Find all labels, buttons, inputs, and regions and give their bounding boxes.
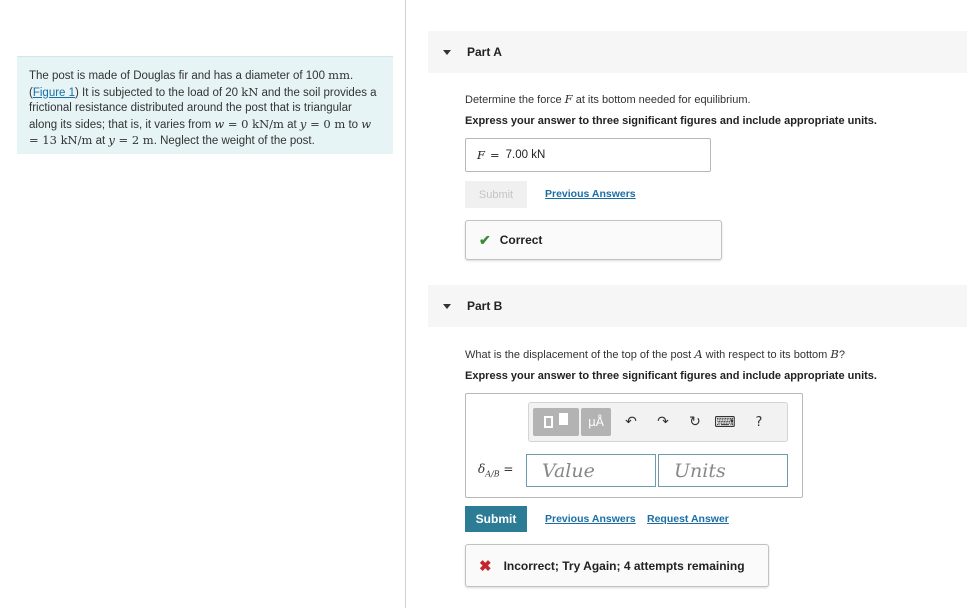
part-b-header[interactable] xyxy=(428,285,967,327)
diameter-unit: mm xyxy=(328,68,350,82)
question-text: What is the displacement of the top of the post xyxy=(465,349,695,361)
caret-down-icon[interactable] xyxy=(443,50,451,55)
part-a-header[interactable] xyxy=(428,31,967,73)
math-var: F xyxy=(564,92,573,106)
problem-text: . Neglect the weight of the post. xyxy=(153,135,315,147)
part-b-answer-editor xyxy=(465,393,803,498)
math-subscript: A/B xyxy=(485,469,500,479)
part-a-title: Part A xyxy=(467,45,502,59)
check-icon: ✔ xyxy=(479,231,491,248)
math-expression xyxy=(214,117,284,131)
keyboard-icon[interactable]: ⌨ xyxy=(714,413,736,431)
problem-text: to xyxy=(345,118,362,131)
math-var: A xyxy=(694,347,703,361)
value-input[interactable]: Value xyxy=(526,454,656,487)
part-a-answer-field[interactable] xyxy=(465,138,711,172)
panel-divider xyxy=(405,0,406,608)
question-text: with respect to its bottom xyxy=(702,349,831,361)
feedback-text: Correct xyxy=(499,233,543,247)
redo-icon[interactable]: ↷ xyxy=(657,414,669,430)
answer-var: F xyxy=(477,148,485,162)
problem-text: at xyxy=(92,135,109,147)
problem-statement xyxy=(17,56,393,154)
question-text: at its bottom needed for equilibrium. xyxy=(572,94,751,106)
editor-toolbar xyxy=(528,402,788,442)
math-expression xyxy=(108,133,153,147)
part-a-instructions: Express your answer to three significant figures and include appropriate units. xyxy=(465,115,877,127)
x-icon: ✖ xyxy=(479,557,492,575)
answer-value: 7.00 kN xyxy=(505,149,546,161)
question-text: Determine the force xyxy=(465,94,565,106)
math-expression xyxy=(300,117,345,131)
problem-text-intro: The post is made of Douglas fir and has a diameter of 100 xyxy=(29,70,329,82)
math-var: y xyxy=(108,133,115,147)
math-value: = 2 m xyxy=(114,133,154,147)
answer-eq: = xyxy=(489,148,500,162)
caret-down-icon[interactable] xyxy=(443,304,451,309)
math-var: w xyxy=(361,116,372,131)
part-b-question xyxy=(465,347,845,361)
part-a-feedback xyxy=(465,220,722,260)
template-box-icon xyxy=(544,416,553,428)
help-button[interactable]: ? xyxy=(755,414,763,430)
templates-button[interactable] xyxy=(533,408,579,436)
units-input[interactable]: Units xyxy=(658,454,788,487)
figure-link[interactable]: Figure 1 xyxy=(32,86,76,99)
part-b-title: Part B xyxy=(467,299,503,313)
part-a-previous-answers-link[interactable]: Previous Answers xyxy=(545,188,636,200)
problem-text: and the soil provides a frictional resistance distributed around the post that is triangular along its sides; that is, it varies from xyxy=(29,86,377,131)
math-value: = 13 kN/m xyxy=(29,133,93,147)
undo-icon[interactable]: ↶ xyxy=(625,414,637,430)
math-var: δ xyxy=(478,462,486,476)
answer-label xyxy=(478,462,513,478)
question-text: ? xyxy=(838,349,845,361)
math-var: y xyxy=(299,116,307,131)
part-a-submit-button[interactable]: Submit xyxy=(465,181,527,208)
problem-text: ) It is subjected to the load of 20 xyxy=(75,86,242,99)
part-a-question xyxy=(465,92,751,106)
math-eq: = xyxy=(503,462,514,476)
problem-text: . ( xyxy=(29,70,354,99)
part-b-previous-answers-link[interactable]: Previous Answers xyxy=(545,513,636,525)
feedback-text: Incorrect; Try Again; 4 attempts remaining xyxy=(503,558,745,573)
template-box-icon xyxy=(559,413,568,425)
math-value: = 0 kN/m xyxy=(224,116,284,131)
part-b-submit-button[interactable]: Submit xyxy=(465,506,527,532)
load-unit: kN xyxy=(241,84,259,99)
math-value: = 0 m xyxy=(306,116,346,131)
part-b-feedback xyxy=(465,544,769,587)
request-answer-link[interactable]: Request Answer xyxy=(647,513,729,525)
units-button[interactable]: μÅ xyxy=(581,408,611,436)
problem-text: at xyxy=(283,118,300,131)
part-b-instructions: Express your answer to three significant figures and include appropriate units. xyxy=(465,370,877,382)
math-var: B xyxy=(830,347,839,361)
math-var: w xyxy=(214,116,225,131)
reset-icon[interactable]: ↻ xyxy=(689,414,701,430)
